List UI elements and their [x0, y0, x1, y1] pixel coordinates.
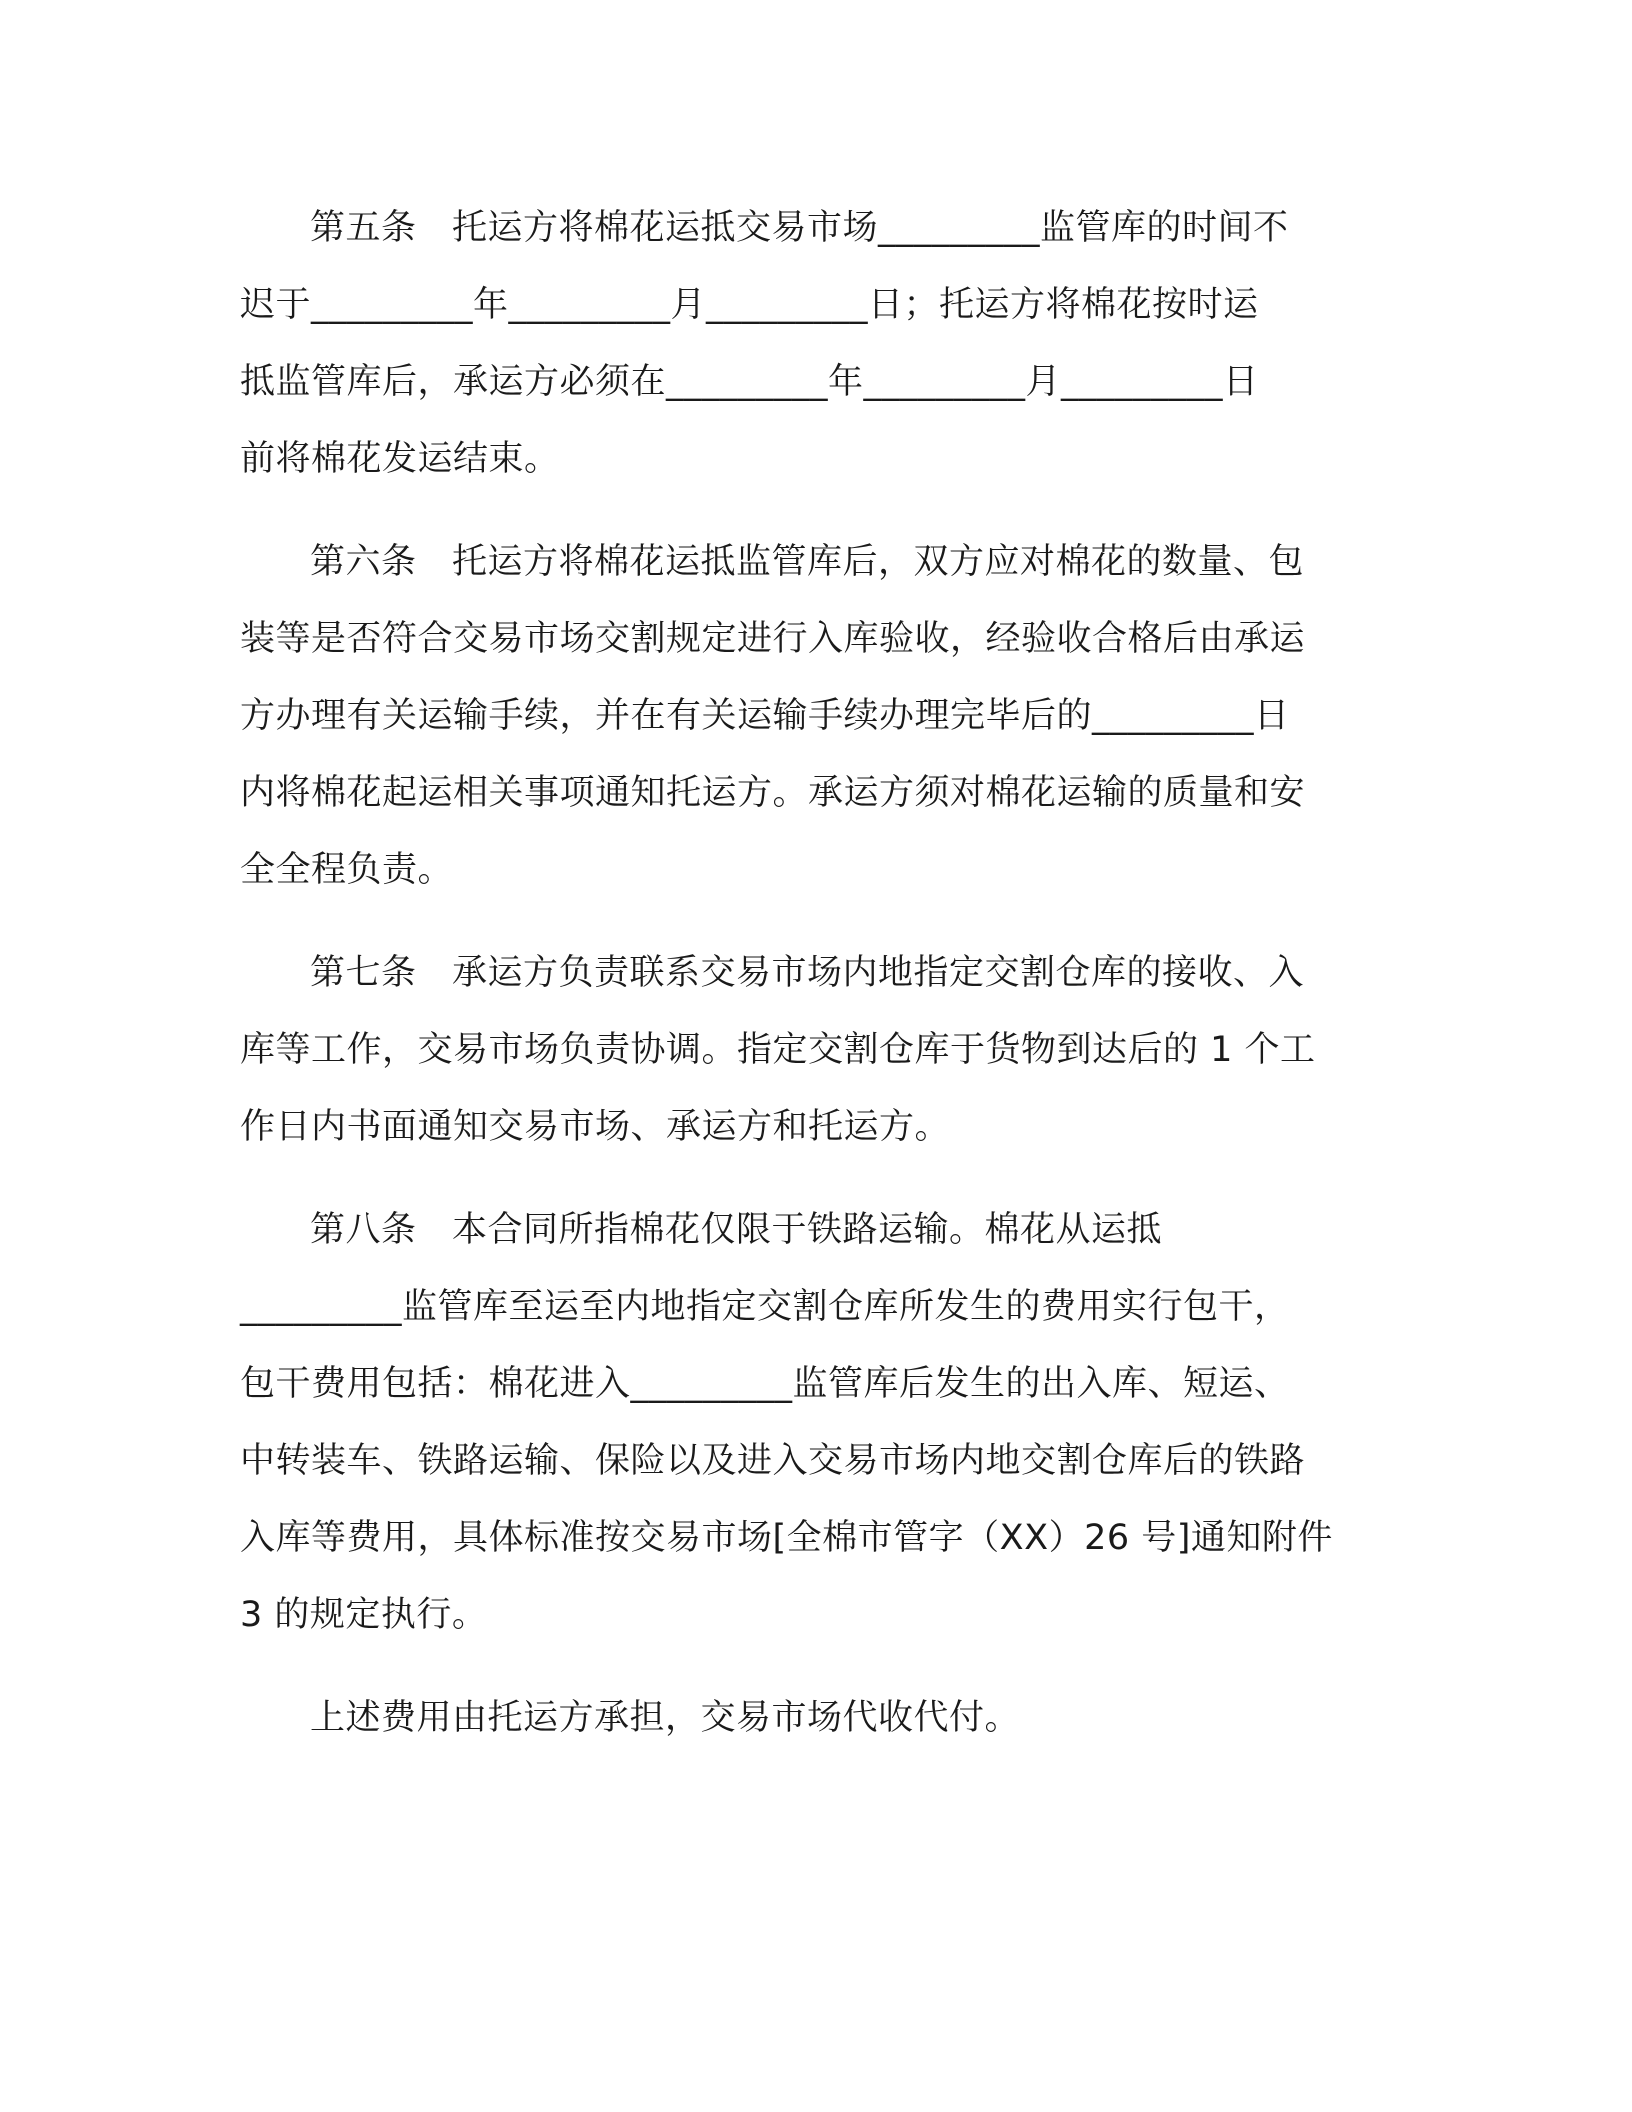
text-line: 方办理有关运输手续，并在有关运输手续办理完毕后的_________日 — [240, 696, 1290, 736]
text-line: 装等是否符合交易市场交割规定进行入库验收，经验收合格后由承运 — [240, 619, 1306, 659]
text-line: 第六条 托运方将棉花运抵监管库后，双方应对棉花的数量、包 — [310, 542, 1305, 582]
article-7 — [240, 935, 1390, 1166]
text-line: 库等工作，交易市场负责协调。指定交割仓库于货物到达后的 1 个工 — [240, 1030, 1316, 1070]
text-line: _________监管库至运至内地指定交割仓库所发生的费用实行包干， — [240, 1287, 1290, 1327]
text-line: 上述费用由托运方承担，交易市场代收代付。 — [310, 1698, 1021, 1738]
article-8 — [240, 1192, 1390, 1654]
text-line: 抵监管库后，承运方必须在_________年_________月_________日 — [240, 362, 1259, 402]
text-line: 包干费用包括：棉花进入_________监管库后发生的出入库、短运、 — [240, 1364, 1290, 1404]
text-line: 第八条 本合同所指棉花仅限于铁路运输。棉花从运抵 — [310, 1210, 1163, 1250]
text-line: 入库等费用，具体标准按交易市场[全棉市管字（XX）26 号]通知附件 — [240, 1518, 1333, 1558]
article-6 — [240, 524, 1390, 909]
text-line: 内将棉花起运相关事项通知托运方。承运方须对棉花运输的质量和安 — [240, 773, 1306, 813]
text-line: 全全程负责。 — [240, 850, 454, 890]
text-line: 第五条 托运方将棉花运抵交易市场_________监管库的时间不 — [310, 208, 1289, 248]
text-line: 作日内书面通知交易市场、承运方和托运方。 — [240, 1107, 951, 1147]
text-line: 第七条 承运方负责联系交易市场内地指定交割仓库的接收、入 — [310, 953, 1305, 993]
text-line: 3 的规定执行。 — [240, 1595, 488, 1635]
fee-note — [240, 1680, 1390, 1757]
text-line: 前将棉花发运结束。 — [240, 439, 560, 479]
article-5 — [240, 190, 1390, 498]
contract-body — [240, 190, 1390, 1757]
text-line: 迟于_________年_________月_________日；托运方将棉花按时运 — [240, 285, 1259, 325]
text-line: 中转装车、铁路运输、保险以及进入交易市场内地交割仓库后的铁路 — [240, 1441, 1306, 1481]
